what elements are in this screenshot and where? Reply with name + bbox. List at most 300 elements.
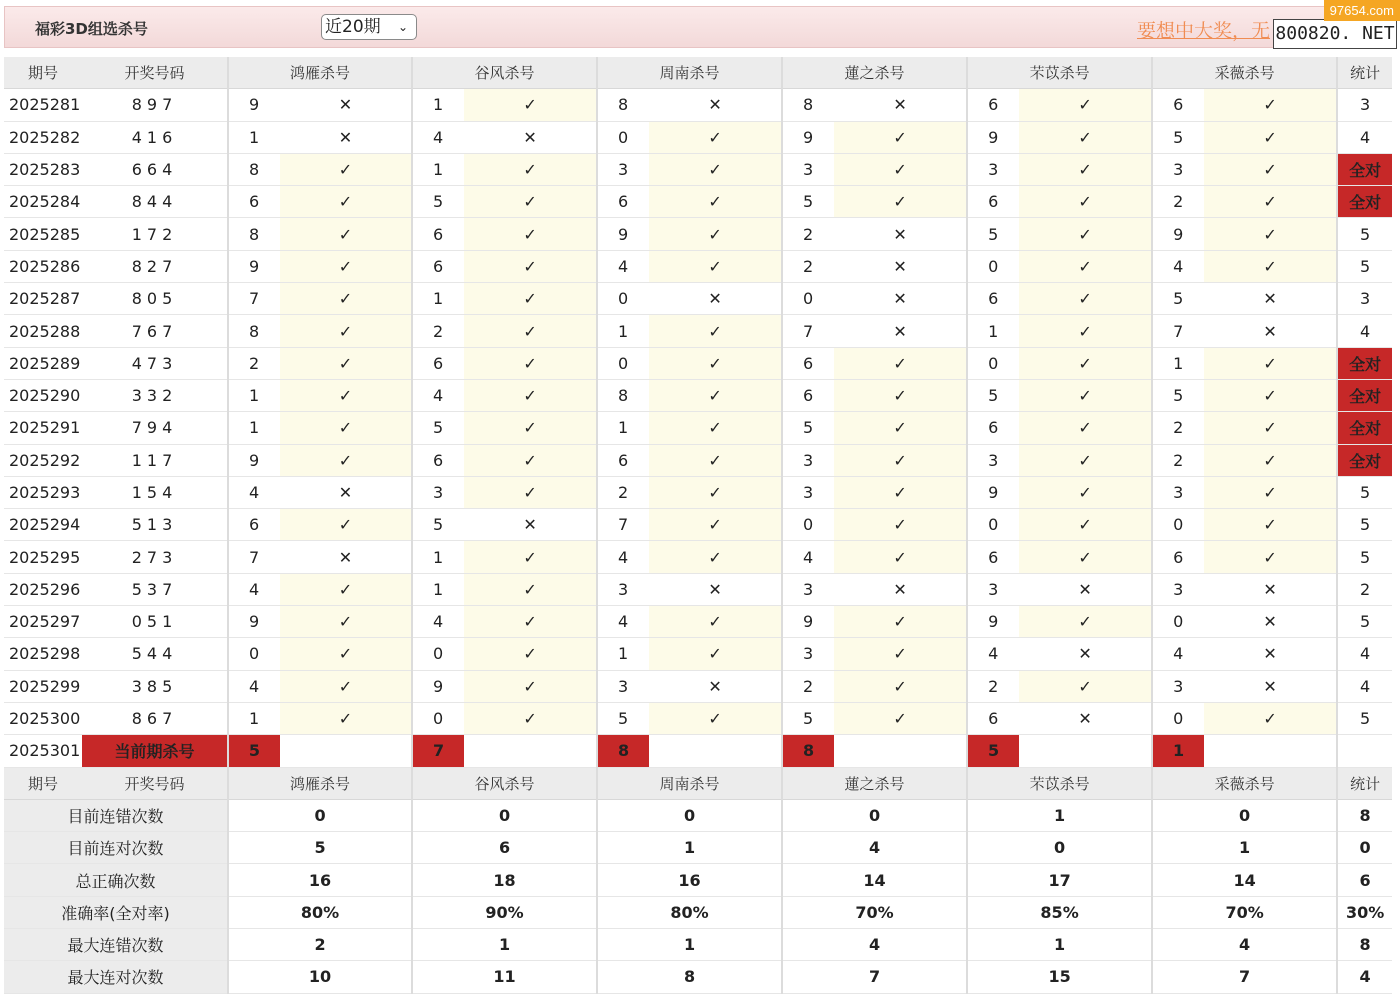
kill-digit: 6 xyxy=(1152,89,1204,121)
summary-row xyxy=(4,799,1392,831)
summary-value: 0 xyxy=(782,799,967,831)
check-icon: ✓ xyxy=(1204,121,1337,153)
check-icon: ✓ xyxy=(280,218,412,250)
empty-cell xyxy=(280,735,412,767)
kill-digit: 9 xyxy=(967,476,1019,508)
kill-digit: 1 xyxy=(597,412,649,444)
check-icon: ✓ xyxy=(649,476,782,508)
check-icon: ✓ xyxy=(834,638,967,670)
column-header: 采薇杀号 xyxy=(1152,767,1337,799)
check-icon: ✓ xyxy=(280,347,412,379)
check-icon: ✓ xyxy=(834,702,967,734)
cross-icon: ✕ xyxy=(1019,702,1152,734)
table-row xyxy=(4,121,1392,153)
kill-digit: 1 xyxy=(228,702,280,734)
check-icon: ✓ xyxy=(1019,121,1152,153)
stat-count: 4 xyxy=(1337,315,1392,347)
stat-count: 5 xyxy=(1337,606,1392,638)
check-icon: ✓ xyxy=(464,250,597,282)
issue-number: 2025283 xyxy=(4,153,82,185)
kill-digit: 1 xyxy=(228,121,280,153)
kill-digit: 7 xyxy=(782,315,834,347)
summary-stat: 4 xyxy=(1337,961,1392,993)
site-badge: 800820. NET xyxy=(1273,19,1397,49)
empty-cell xyxy=(834,735,967,767)
kill-digit: 0 xyxy=(967,347,1019,379)
summary-value: 7 xyxy=(1152,961,1337,993)
check-icon: ✓ xyxy=(464,476,597,508)
kill-digit: 4 xyxy=(412,121,464,153)
kill-digit: 4 xyxy=(967,638,1019,670)
table-row xyxy=(4,347,1392,379)
all-correct-badge: 全对 xyxy=(1337,379,1392,411)
all-correct-badge: 全对 xyxy=(1337,186,1392,218)
check-icon: ✓ xyxy=(649,444,782,476)
kill-digit: 3 xyxy=(967,573,1019,605)
kill-digit: 9 xyxy=(228,444,280,476)
check-icon: ✓ xyxy=(464,379,597,411)
kill-digit: 9 xyxy=(967,606,1019,638)
kill-digit: 3 xyxy=(1152,476,1204,508)
kill-digit: 6 xyxy=(782,347,834,379)
issue-number: 2025282 xyxy=(4,121,82,153)
kill-digit: 7 xyxy=(597,509,649,541)
current-kill-digit: 1 xyxy=(1152,735,1204,767)
kill-digit: 6 xyxy=(412,250,464,282)
all-correct-badge: 全对 xyxy=(1337,153,1392,185)
kill-digit: 5 xyxy=(597,702,649,734)
winning-number: 385 xyxy=(82,670,228,702)
check-icon: ✓ xyxy=(464,89,597,121)
summary-value: 80% xyxy=(597,896,782,928)
table-row xyxy=(4,153,1392,185)
check-icon: ✓ xyxy=(834,476,967,508)
winning-number: 544 xyxy=(82,638,228,670)
kill-digit: 9 xyxy=(782,121,834,153)
check-icon: ✓ xyxy=(1204,379,1337,411)
kill-digit: 4 xyxy=(228,670,280,702)
kill-digit: 2 xyxy=(782,218,834,250)
kill-digit: 3 xyxy=(597,670,649,702)
issue-number: 2025291 xyxy=(4,412,82,444)
summary-value: 0 xyxy=(228,799,412,831)
winning-number: 513 xyxy=(82,509,228,541)
check-icon: ✓ xyxy=(1204,153,1337,185)
check-icon: ✓ xyxy=(649,347,782,379)
kill-digit: 0 xyxy=(228,638,280,670)
check-icon: ✓ xyxy=(464,702,597,734)
check-icon: ✓ xyxy=(834,509,967,541)
kill-digit: 3 xyxy=(967,444,1019,476)
cross-icon: ✕ xyxy=(834,315,967,347)
table-row xyxy=(4,89,1392,121)
table-row xyxy=(4,218,1392,250)
summary-value: 4 xyxy=(782,929,967,961)
column-header: 期号 xyxy=(4,767,82,799)
winning-number: 537 xyxy=(82,573,228,605)
summary-label: 总正确次数 xyxy=(4,864,228,896)
kill-digit: 6 xyxy=(1152,541,1204,573)
check-icon: ✓ xyxy=(464,218,597,250)
winning-number: 867 xyxy=(82,702,228,734)
summary-row xyxy=(4,832,1392,864)
kill-digit: 6 xyxy=(412,444,464,476)
check-icon: ✓ xyxy=(464,347,597,379)
kill-digit: 5 xyxy=(1152,121,1204,153)
all-correct-badge: 全对 xyxy=(1337,347,1392,379)
issue-number: 2025293 xyxy=(4,476,82,508)
check-icon: ✓ xyxy=(280,153,412,185)
kill-digit: 7 xyxy=(228,283,280,315)
check-icon: ✓ xyxy=(1019,283,1152,315)
kill-digit: 1 xyxy=(967,315,1019,347)
check-icon: ✓ xyxy=(1019,186,1152,218)
summary-stat: 6 xyxy=(1337,864,1392,896)
check-icon: ✓ xyxy=(464,412,597,444)
summary-value: 10 xyxy=(228,961,412,993)
check-icon: ✓ xyxy=(649,315,782,347)
kill-digit: 4 xyxy=(228,573,280,605)
promo-link[interactable]: 要想中大奖，无 xyxy=(1137,20,1271,42)
issue-number: 2025298 xyxy=(4,638,82,670)
kill-digit: 1 xyxy=(228,379,280,411)
kill-digit: 5 xyxy=(412,412,464,444)
check-icon: ✓ xyxy=(280,509,412,541)
all-correct-badge: 全对 xyxy=(1337,444,1392,476)
check-icon: ✓ xyxy=(1204,541,1337,573)
issue-number: 2025288 xyxy=(4,315,82,347)
winning-number: 273 xyxy=(82,541,228,573)
header-row xyxy=(4,767,1392,799)
kill-digit: 4 xyxy=(412,606,464,638)
issue-number: 2025295 xyxy=(4,541,82,573)
table-row xyxy=(4,315,1392,347)
issue-number: 2025284 xyxy=(4,186,82,218)
kill-digit: 0 xyxy=(967,250,1019,282)
winning-number: 897 xyxy=(82,89,228,121)
winning-number: 473 xyxy=(82,347,228,379)
cross-icon: ✕ xyxy=(834,89,967,121)
kill-digit: 9 xyxy=(228,250,280,282)
kill-digit: 5 xyxy=(1152,283,1204,315)
check-icon: ✓ xyxy=(834,153,967,185)
column-header: 谷风杀号 xyxy=(412,57,597,89)
summary-value: 90% xyxy=(412,896,597,928)
summary-value: 16 xyxy=(597,864,782,896)
check-icon: ✓ xyxy=(834,347,967,379)
empty-cell xyxy=(1337,735,1392,767)
table-row xyxy=(4,573,1392,605)
table-row xyxy=(4,670,1392,702)
issue-number: 2025289 xyxy=(4,347,82,379)
cross-icon: ✕ xyxy=(1019,573,1152,605)
cross-icon: ✕ xyxy=(834,218,967,250)
check-icon: ✓ xyxy=(834,379,967,411)
check-icon: ✓ xyxy=(1019,606,1152,638)
kill-digit: 1 xyxy=(412,89,464,121)
kill-digit: 1 xyxy=(412,153,464,185)
summary-stat: 0 xyxy=(1337,832,1392,864)
check-icon: ✓ xyxy=(464,315,597,347)
kill-digit: 9 xyxy=(597,218,649,250)
summary-value: 16 xyxy=(228,864,412,896)
check-icon: ✓ xyxy=(1019,444,1152,476)
check-icon: ✓ xyxy=(1019,476,1152,508)
kill-digit: 5 xyxy=(967,379,1019,411)
kill-digit: 5 xyxy=(967,218,1019,250)
summary-value: 11 xyxy=(412,961,597,993)
table-row xyxy=(4,541,1392,573)
summary-value: 85% xyxy=(967,896,1152,928)
kill-digit: 5 xyxy=(782,702,834,734)
cross-icon: ✕ xyxy=(834,573,967,605)
kill-digit: 4 xyxy=(228,476,280,508)
kill-digit: 4 xyxy=(597,606,649,638)
check-icon: ✓ xyxy=(649,218,782,250)
kill-digit: 2 xyxy=(412,315,464,347)
current-kill-digit: 5 xyxy=(228,735,280,767)
kill-digit: 9 xyxy=(228,89,280,121)
check-icon: ✓ xyxy=(1019,315,1152,347)
check-icon: ✓ xyxy=(1204,412,1337,444)
stat-count: 5 xyxy=(1337,509,1392,541)
column-header: 周南杀号 xyxy=(597,767,782,799)
check-icon: ✓ xyxy=(1204,444,1337,476)
check-icon: ✓ xyxy=(1019,379,1152,411)
summary-value: 7 xyxy=(782,961,967,993)
check-icon: ✓ xyxy=(280,283,412,315)
issue-number: 2025297 xyxy=(4,606,82,638)
winning-number: 844 xyxy=(82,186,228,218)
check-icon: ✓ xyxy=(1019,541,1152,573)
check-icon: ✓ xyxy=(649,606,782,638)
summary-value: 5 xyxy=(228,832,412,864)
issue-number: 2025290 xyxy=(4,379,82,411)
table-row xyxy=(4,186,1392,218)
kill-digit: 3 xyxy=(782,444,834,476)
column-header: 开奖号码 xyxy=(82,767,228,799)
winning-number: 051 xyxy=(82,606,228,638)
issue-number: 2025296 xyxy=(4,573,82,605)
period-select-value: 近20期 xyxy=(325,17,381,37)
kill-digit: 8 xyxy=(228,315,280,347)
kill-digit: 5 xyxy=(412,509,464,541)
kill-digit: 2 xyxy=(967,670,1019,702)
kill-digit: 5 xyxy=(782,186,834,218)
summary-stat: 8 xyxy=(1337,799,1392,831)
summary-label: 目前连错次数 xyxy=(4,799,228,831)
kill-digit: 9 xyxy=(967,121,1019,153)
cross-icon: ✕ xyxy=(1019,638,1152,670)
column-header: 谷风杀号 xyxy=(412,767,597,799)
summary-value: 80% xyxy=(228,896,412,928)
kill-digit: 3 xyxy=(412,476,464,508)
check-icon: ✓ xyxy=(464,670,597,702)
kill-digit: 0 xyxy=(1152,509,1204,541)
column-header: 开奖号码 xyxy=(82,57,228,89)
kill-digit: 0 xyxy=(412,702,464,734)
check-icon: ✓ xyxy=(464,283,597,315)
winning-number: 827 xyxy=(82,250,228,282)
summary-stat: 8 xyxy=(1337,929,1392,961)
winning-number: 154 xyxy=(82,476,228,508)
check-icon: ✓ xyxy=(649,638,782,670)
kill-digit: 1 xyxy=(1152,347,1204,379)
kill-digit: 0 xyxy=(412,638,464,670)
check-icon: ✓ xyxy=(834,121,967,153)
check-icon: ✓ xyxy=(834,541,967,573)
check-icon: ✓ xyxy=(1204,509,1337,541)
issue-number: 2025294 xyxy=(4,509,82,541)
summary-value: 2 xyxy=(228,929,412,961)
winning-number: 332 xyxy=(82,379,228,411)
kill-digit: 3 xyxy=(782,638,834,670)
kill-digit: 9 xyxy=(228,606,280,638)
kill-digit: 3 xyxy=(597,153,649,185)
kill-digit: 6 xyxy=(597,186,649,218)
check-icon: ✓ xyxy=(1204,702,1337,734)
kill-digit: 8 xyxy=(228,218,280,250)
winning-number: 172 xyxy=(82,218,228,250)
check-icon: ✓ xyxy=(280,186,412,218)
stat-count: 4 xyxy=(1337,670,1392,702)
table-row xyxy=(4,638,1392,670)
period-select[interactable] xyxy=(321,14,417,40)
kill-digit: 8 xyxy=(228,153,280,185)
column-header: 统计 xyxy=(1337,767,1392,799)
winning-number: 794 xyxy=(82,412,228,444)
summary-value: 14 xyxy=(1152,864,1337,896)
summary-value: 0 xyxy=(1152,799,1337,831)
column-header: 鸿雁杀号 xyxy=(228,767,412,799)
kill-digit: 6 xyxy=(412,218,464,250)
empty-cell xyxy=(464,735,597,767)
summary-row xyxy=(4,864,1392,896)
check-icon: ✓ xyxy=(280,670,412,702)
check-icon: ✓ xyxy=(1019,218,1152,250)
check-icon: ✓ xyxy=(834,186,967,218)
cross-icon: ✕ xyxy=(1204,573,1337,605)
check-icon: ✓ xyxy=(1204,218,1337,250)
kill-digit: 1 xyxy=(412,573,464,605)
check-icon: ✓ xyxy=(280,444,412,476)
check-icon: ✓ xyxy=(464,541,597,573)
kill-digit: 4 xyxy=(1152,638,1204,670)
kill-digit: 2 xyxy=(228,347,280,379)
kill-digit: 7 xyxy=(228,541,280,573)
check-icon: ✓ xyxy=(280,606,412,638)
kill-digit: 2 xyxy=(1152,412,1204,444)
winning-number: 416 xyxy=(82,121,228,153)
summary-value: 0 xyxy=(967,832,1152,864)
cross-icon: ✕ xyxy=(280,121,412,153)
stat-count: 5 xyxy=(1337,541,1392,573)
summary-value: 4 xyxy=(782,832,967,864)
kill-digit: 0 xyxy=(1152,702,1204,734)
kill-digit: 9 xyxy=(1152,218,1204,250)
issue-number: 2025292 xyxy=(4,444,82,476)
current-kill-label: 当前期杀号 xyxy=(82,735,228,767)
table-row xyxy=(4,444,1392,476)
summary-label: 最大连错次数 xyxy=(4,929,228,961)
kill-digit: 0 xyxy=(597,347,649,379)
empty-cell xyxy=(649,735,782,767)
kill-digit: 6 xyxy=(228,186,280,218)
kill-digit: 5 xyxy=(412,186,464,218)
check-icon: ✓ xyxy=(280,379,412,411)
empty-cell xyxy=(1204,735,1337,767)
page-title: 福彩3D组选杀号 xyxy=(35,20,148,38)
stat-count: 5 xyxy=(1337,250,1392,282)
check-icon: ✓ xyxy=(1019,89,1152,121)
summary-row xyxy=(4,961,1392,993)
check-icon: ✓ xyxy=(280,250,412,282)
kill-digit: 1 xyxy=(597,638,649,670)
check-icon: ✓ xyxy=(834,670,967,702)
table-row xyxy=(4,606,1392,638)
kill-digit: 6 xyxy=(228,509,280,541)
summary-value: 0 xyxy=(597,799,782,831)
kill-digit: 5 xyxy=(782,412,834,444)
cross-icon: ✕ xyxy=(649,670,782,702)
current-kill-digit: 8 xyxy=(782,735,834,767)
kill-digit: 2 xyxy=(1152,186,1204,218)
column-header: 采薇杀号 xyxy=(1152,57,1337,89)
cross-icon: ✕ xyxy=(1204,315,1337,347)
check-icon: ✓ xyxy=(1204,347,1337,379)
check-icon: ✓ xyxy=(649,186,782,218)
check-icon: ✓ xyxy=(464,186,597,218)
column-header: 统计 xyxy=(1337,57,1392,89)
winning-number: 767 xyxy=(82,315,228,347)
cross-icon: ✕ xyxy=(1204,670,1337,702)
kill-digit: 3 xyxy=(1152,573,1204,605)
kill-digit: 9 xyxy=(782,606,834,638)
kill-digit: 9 xyxy=(412,670,464,702)
check-icon: ✓ xyxy=(464,444,597,476)
kill-digit: 0 xyxy=(782,509,834,541)
check-icon: ✓ xyxy=(649,153,782,185)
check-icon: ✓ xyxy=(834,412,967,444)
cross-icon: ✕ xyxy=(1204,606,1337,638)
summary-value: 70% xyxy=(782,896,967,928)
check-icon: ✓ xyxy=(1019,509,1152,541)
check-icon: ✓ xyxy=(280,412,412,444)
kill-digit: 3 xyxy=(782,476,834,508)
kill-digit: 1 xyxy=(412,541,464,573)
kill-digit: 7 xyxy=(1152,315,1204,347)
check-icon: ✓ xyxy=(649,412,782,444)
column-header: 蓮之杀号 xyxy=(782,57,967,89)
summary-row xyxy=(4,929,1392,961)
issue-number: 2025299 xyxy=(4,670,82,702)
summary-value: 17 xyxy=(967,864,1152,896)
summary-value: 1 xyxy=(967,929,1152,961)
kill-digit: 4 xyxy=(1152,250,1204,282)
kill-digit: 0 xyxy=(782,283,834,315)
summary-value: 18 xyxy=(412,864,597,896)
table-row xyxy=(4,702,1392,734)
kill-digit: 2 xyxy=(1152,444,1204,476)
column-header: 周南杀号 xyxy=(597,57,782,89)
kill-digit: 2 xyxy=(782,250,834,282)
summary-value: 6 xyxy=(412,832,597,864)
check-icon: ✓ xyxy=(464,153,597,185)
watermark: 97654.com xyxy=(1324,0,1400,21)
check-icon: ✓ xyxy=(649,121,782,153)
issue-number: 2025301 xyxy=(4,735,82,767)
kill-digit: 3 xyxy=(1152,670,1204,702)
